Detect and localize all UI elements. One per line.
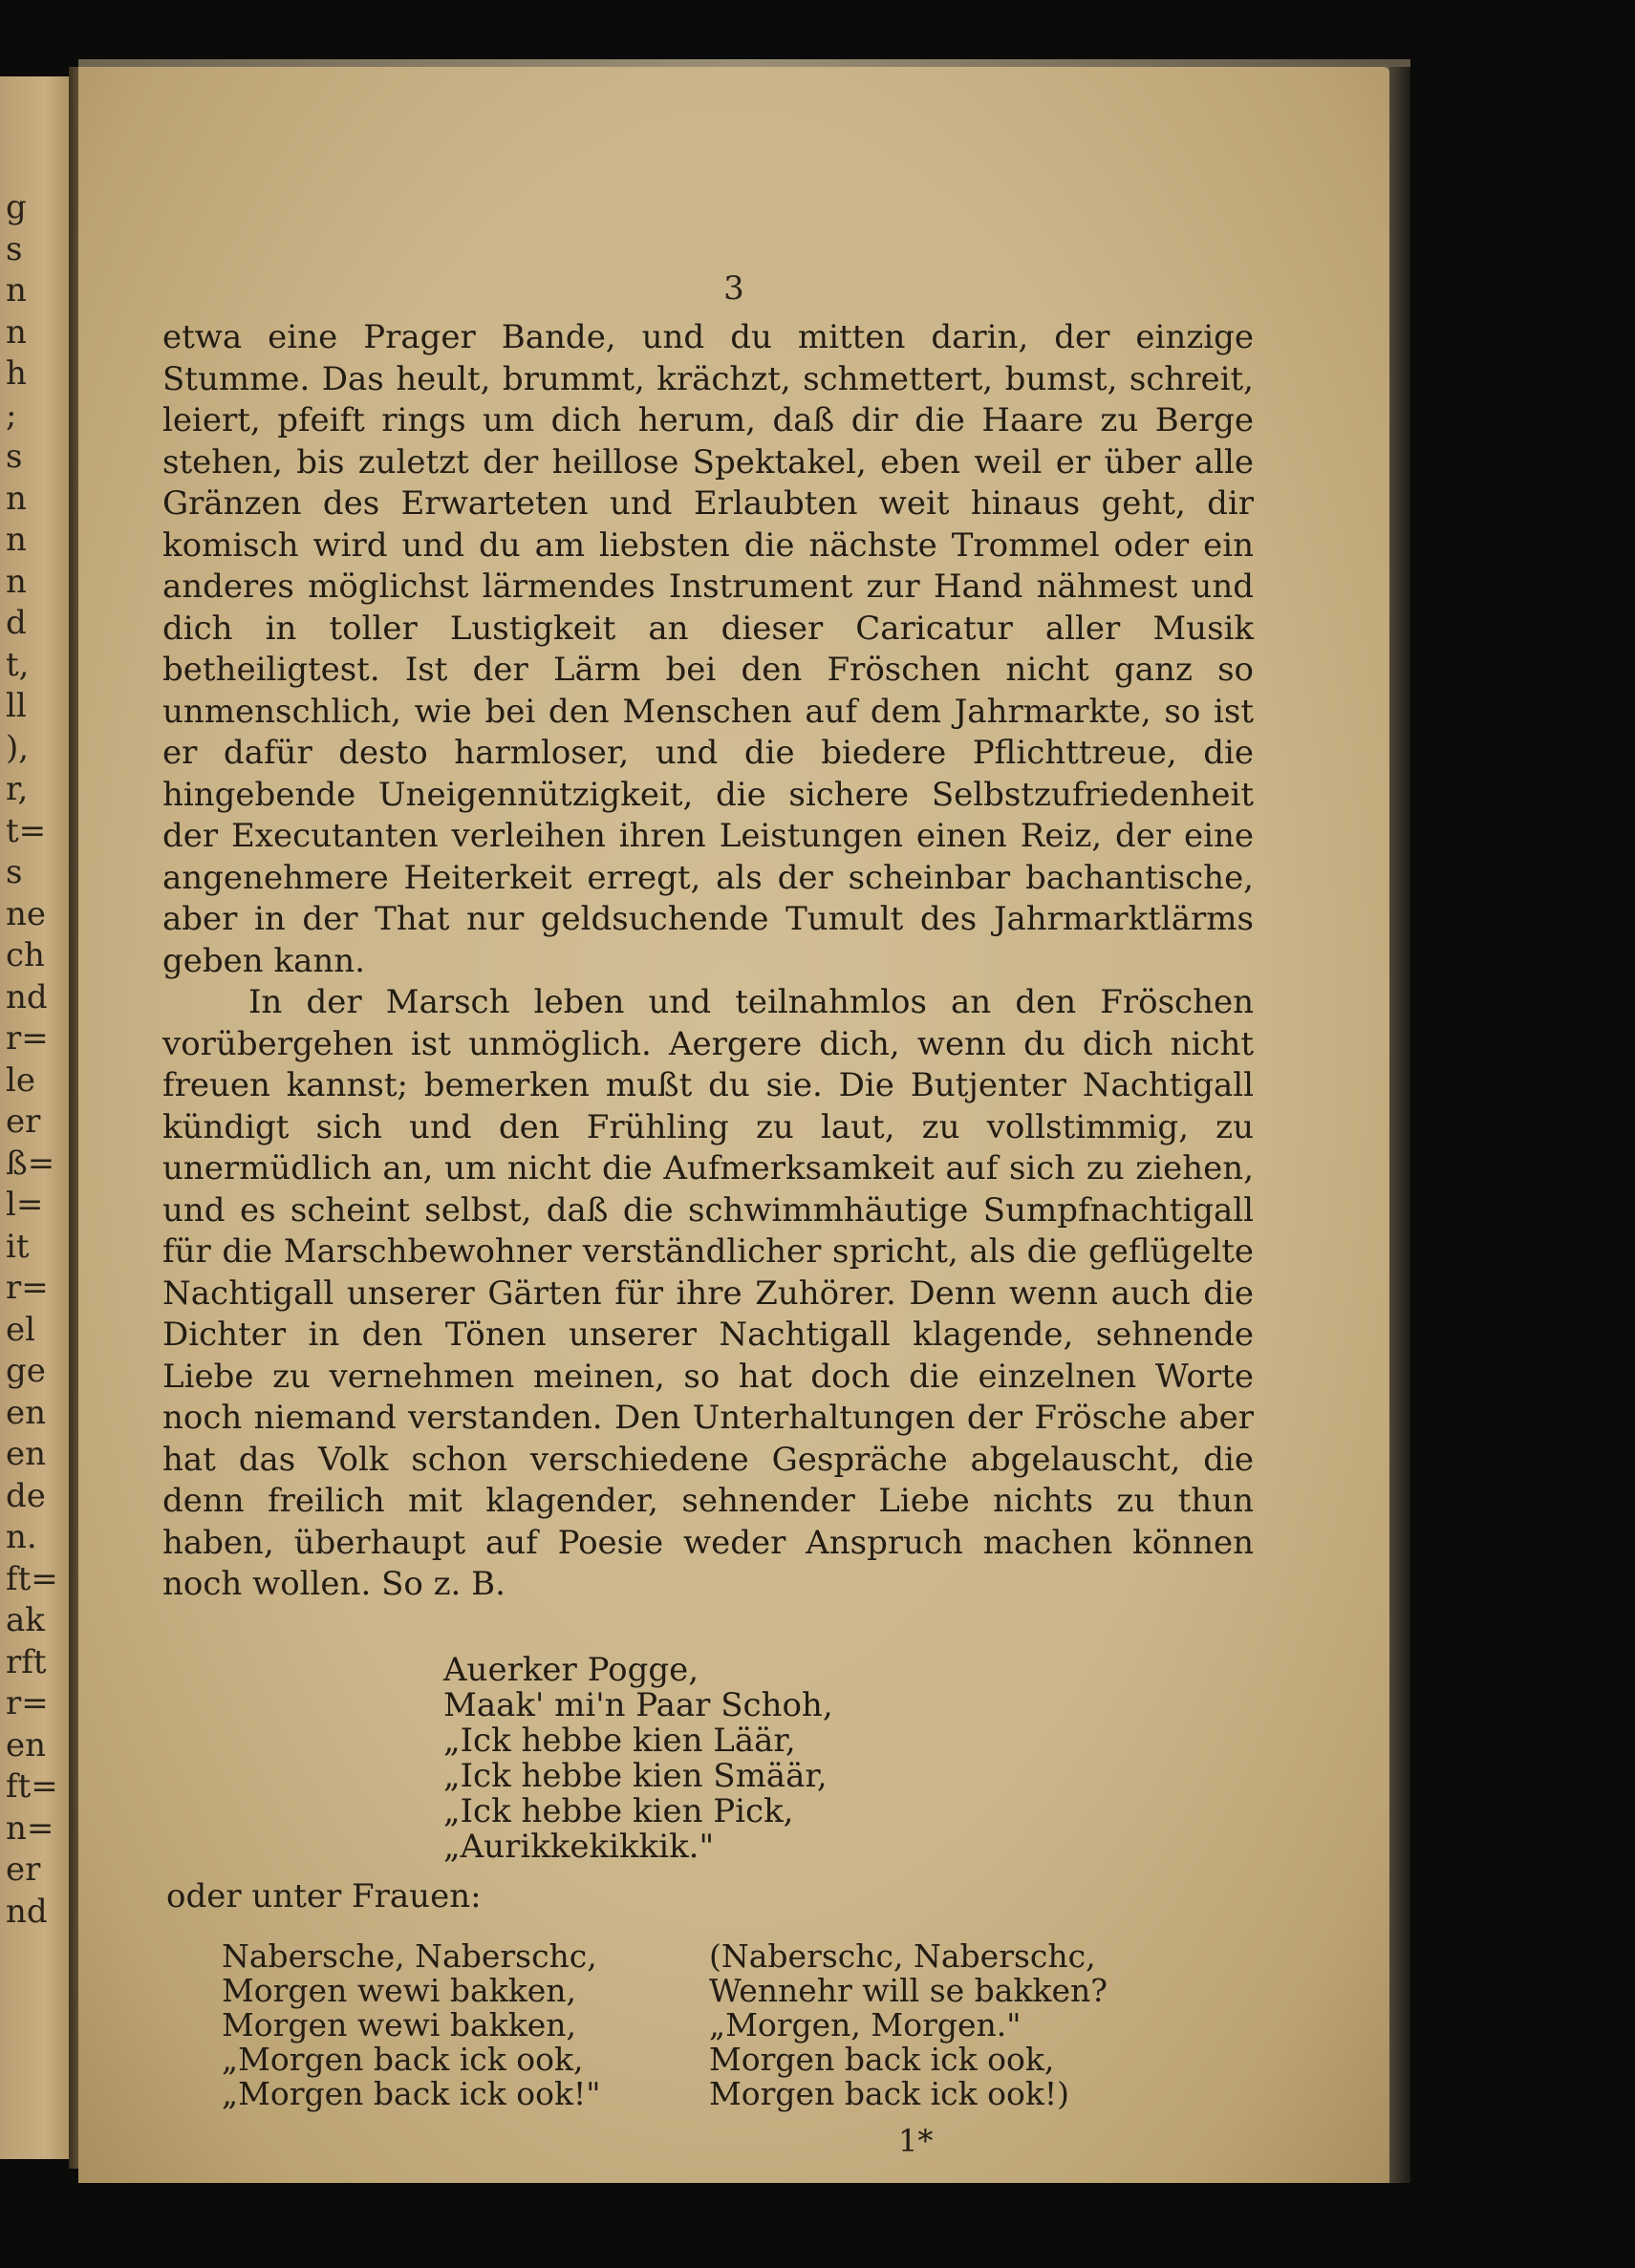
verse-line: „Ick hebbe kien Smäär,	[443, 1757, 828, 1795]
left-page-fragment: ),	[6, 728, 30, 767]
left-page-fragment: r=	[6, 1269, 49, 1307]
verse-line: Morgen back ick ook!)	[709, 2075, 1069, 2112]
left-page-fragment: el	[6, 1310, 35, 1349]
left-page-fragment: ak	[6, 1601, 45, 1639]
verse-line: „Morgen back ick ook!"	[222, 2075, 601, 2112]
verse-women-right	[709, 1939, 1108, 2111]
left-page-fragment: it	[6, 1227, 30, 1266]
verse-line: „Ick hebbe kien Pick,	[443, 1792, 794, 1830]
paragraph-1: etwa eine Prager Bande, und du mitten darin, der einzige Stumme. Das heult, brummt, krächzt, schmettert, bumst, schreit, leiert, pfeift rings um dich herum, daß dir die Haare zu Berge stehen, bis zuletzt der heillose Spektakel, eben weil er über alle Gränzen des Erwarteten und Erlaubten weit hinaus geht, dir komisch wird und du am liebsten die nächste Trommel oder ein anderes möglichst lärmendes Instrument zur Hand nähmest und dich in toller Lustigkeit an dieser Caricatur aller Musik betheiligtest. Ist der Lärm bei den Fröschen nicht ganz so unmenschlich, wie bei den Menschen auf dem Jahrmarkte, so ist er dafür desto harmloser, und die biedere Pflichttreue, die hingebende Uneigennützigkeit, die sichere Selbstzufriedenheit der Executanten verleihen ihren Leistungen einen Reiz, der eine angenehmere Heiterkeit erregt, als der scheinbar bachantische, aber in der That nur geldsuchende Tumult des Jahrmarktlärms geben kann.	[162, 318, 1254, 980]
left-page-fragment: n=	[6, 1808, 54, 1848]
left-page-fragment: ft=	[6, 1559, 58, 1598]
left-page-fragment: de	[6, 1476, 46, 1515]
left-page-fragment: er	[6, 1102, 41, 1141]
verse-intro: oder unter Frauen:	[166, 1877, 482, 1915]
left-page-fragment: n	[6, 312, 27, 352]
verse-line: „Ick hebbe kien Läär,	[443, 1722, 796, 1760]
left-page-fragment: l=	[6, 1186, 44, 1224]
left-page-fragment: n.	[6, 1518, 37, 1556]
left-page-fragment: ß=	[6, 1144, 55, 1183]
left-page-fragment: s	[6, 229, 23, 268]
paragraph-2: In der Marsch leben und teilnahmlos an den Fröschen vorübergehen ist unmöglich. Aergere dich, wenn du dich nicht freuen kannst; bemerken mußt du sie. Die Butjenter Nachtigall kündigt sich und den Frühling zu laut, zu vollstimmig, zu unermüdlich an, um nicht die Aufmerksamkeit auf sich zu ziehen, und es scheint selbst, daß die schwimmhäutige Sumpfnachtigall für die Marschbewohner verständlicher spricht, als die geflügelte Nachtigall unserer Gärten für ihre Zuhörer. Denn wenn auch die Dichter in den Tönen unserer Nachtigall klagende, sehnende Liebe zu vernehmen meinen, so hat doch die einzelnen Worte noch niemand verstanden. Den Unterhaltungen der Frösche aber hat das Volk schon verschiedene Gespräche abgelauscht, die denn freilich mit klagender, sehnender Liebe nichts zu thun haben, überhaupt auf Poesie weder Anspruch machen können noch wollen. So z. B.	[162, 983, 1254, 1603]
left-page-fragment: r,	[6, 770, 29, 808]
verse-line: Maak' mi'n Paar Schoh,	[443, 1686, 833, 1724]
left-page-fragment: ft=	[6, 1767, 58, 1806]
left-page-fragment: t=	[6, 811, 47, 850]
verse-line: „Morgen back ick ook,	[222, 2041, 584, 2078]
verse-line: Wennehr will se bakken?	[709, 1972, 1108, 2009]
left-page-fragment: le	[6, 1060, 35, 1100]
left-page-fragment: ge	[6, 1352, 46, 1390]
left-page-sliver	[0, 76, 75, 2159]
left-page-fragment: n	[6, 479, 27, 518]
left-page-fragment: s	[6, 853, 23, 891]
left-page-fragment: ch	[6, 936, 45, 974]
left-page-fragment: t,	[6, 645, 30, 684]
left-page-fragment: g	[6, 188, 27, 226]
left-page-fragment: nd	[6, 1892, 48, 1931]
left-page-fragment: s	[6, 438, 23, 476]
page-number: 3	[723, 269, 744, 308]
verse-women-left	[222, 1939, 600, 2111]
left-page-fragment: en	[6, 1725, 47, 1765]
verse-line: „Morgen, Morgen."	[709, 2006, 1022, 2043]
signature-mark: 1*	[898, 2123, 934, 2159]
left-page-fragment: n	[6, 562, 27, 601]
left-page-fragment: d	[6, 604, 27, 642]
left-page-fragment: nd	[6, 977, 48, 1016]
verse-line: (Naberschc, Naberschc,	[709, 1937, 1096, 1975]
verse-line: Morgen wewi bakken,	[222, 1972, 576, 2009]
body-text	[162, 317, 1254, 1606]
left-page-fragment: n	[6, 271, 27, 310]
left-page-fragment: en	[6, 1393, 47, 1432]
verse-frog-rhyme	[443, 1653, 833, 1865]
verse-line: Morgen back ick ook,	[709, 2041, 1055, 2078]
verse-line: Morgen wewi bakken,	[222, 2006, 576, 2043]
left-page-fragment: rft	[6, 1642, 47, 1681]
left-page-fragment: r=	[6, 1019, 49, 1058]
verse-line: Auerker Pogge,	[443, 1651, 699, 1689]
left-page-fragment: ;	[6, 396, 17, 435]
left-page-fragment: r=	[6, 1684, 49, 1722]
left-page-fragment: h	[6, 354, 27, 393]
left-page-fragment: er	[6, 1851, 41, 1889]
book-page	[78, 67, 1389, 2183]
verse-line: Nabersche, Naberschc,	[222, 1937, 597, 1975]
book-cover-edge	[1389, 67, 1410, 2183]
verse-line: „Aurikkekikkik."	[443, 1828, 715, 1866]
left-page-fragment: n	[6, 521, 27, 559]
left-page-fragment: en	[6, 1435, 47, 1473]
left-page-fragment: ne	[6, 894, 47, 933]
left-page-fragment: ll	[6, 687, 27, 725]
